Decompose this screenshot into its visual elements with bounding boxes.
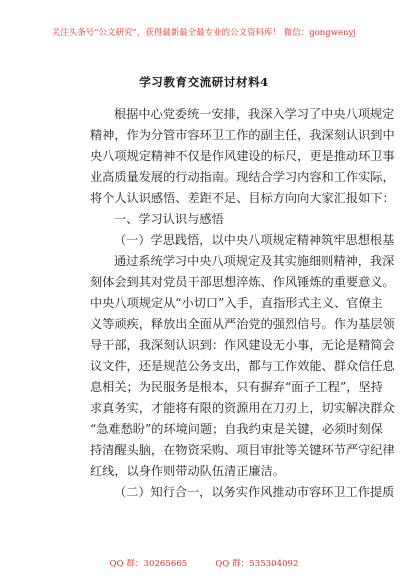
paragraph-line: 业高质量发展的行动指南。现结合学习内容和工作实际， (90, 170, 395, 184)
paragraph-line: 求真务实，才能将有限的资源用在刀刃上，切实解决群众 (90, 401, 395, 415)
footer-qq-group-1: QQ 群：30265665 (109, 559, 188, 569)
section-heading-line: （二）知行合一，以务实作风推动市容环卫工作提质 (114, 485, 395, 499)
paragraph-line: 义等顽疾，释放出全面从严治党的强烈信号。作为基层领 (90, 317, 395, 331)
paragraph-line: 将个人认识感悟、差距不足、目标方向向大家汇报如下： (90, 191, 395, 205)
footer-qq-group-2: QQ 群：535304092 (215, 559, 299, 569)
document-body (90, 104, 395, 503)
paragraph-line: 刻体会到其对党员干部思想淬炼、作风锤炼的重要意义。 (90, 275, 395, 289)
paragraph-line: 根据中心党委统一安排，我深入学习了中央八项规定 (114, 107, 395, 121)
paragraph-line: 央八项规定精神不仅是作风建设的标尺，更是推动环卫事 (90, 149, 395, 163)
paragraph-line: 持清醒头脑，在物资采购、项目审批等关键环节严守纪律 (90, 443, 395, 457)
header-promo-note: 关注头条号“公文研究”，获得最新最全最专业的公文资料库！ 微信：gongwenyj (51, 27, 357, 37)
document-title: 学习教育交流研讨材料4 (139, 75, 269, 89)
paragraph-line: 议文件，还是规范公务支出，都与工作效能、群众信任息 (90, 359, 395, 373)
section-heading-line: （一）学思践悟，以中央八项规定精神筑牢思想根基 (114, 233, 395, 247)
paragraph-line: “急难愁盼”的环境问题；自我约束是关键，必须时刻保 (90, 422, 383, 436)
paragraph-line: 导干部，我深刻认识到：作风建设无小事，无论是精简会 (90, 338, 395, 352)
footer-qq-groups (0, 557, 408, 569)
section-heading-line: 一、学习认识与感悟 (114, 212, 224, 226)
paragraph-line: 精神，作为分管市容环卫工作的副主任，我深刻认识到中 (90, 128, 395, 142)
paragraph-line: 中央八项规定从“小切口”入手，直指形式主义、官僚主 (90, 296, 383, 310)
paragraph-line: 通过系统学习中央八项规定及其实施细则精神，我深 (114, 254, 395, 268)
paragraph-line: 红线，以身作则带动队伍清正廉洁。 (90, 464, 285, 478)
paragraph-line: 息相关；为民服务是根本，只有摒弃“面子工程”，坚持 (90, 380, 383, 394)
